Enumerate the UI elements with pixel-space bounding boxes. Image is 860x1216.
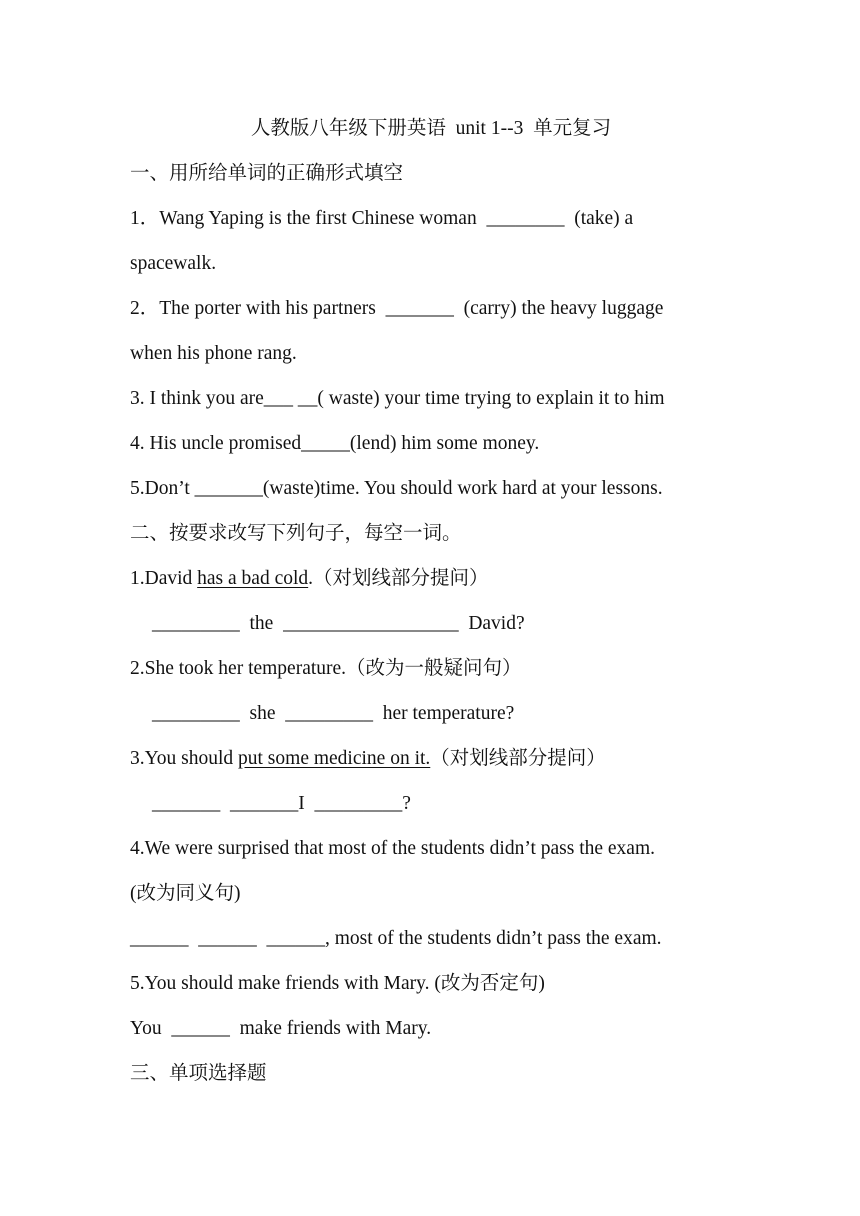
page-title: 人教版八年级下册英语 unit 1--3 单元复习 — [250, 118, 612, 139]
s2-q1-suffix: .（对划线部分提问） — [308, 568, 489, 589]
s2-question-3 — [130, 736, 740, 781]
s2-question-4-answer-blanks: ______ ______ ______, most of the students didn’t pass the exam. — [130, 928, 662, 949]
s1-question-1-line-2: spacewalk. — [130, 253, 217, 274]
s2-question-4-line-1: 4.We were surprised that most of the students didn’t pass the exam. — [130, 838, 656, 859]
section-1-heading: 一、用所给单词的正确形式填空 — [130, 163, 404, 184]
s2-q3-underlined-part: put some medicine on it. — [238, 748, 431, 769]
section-3-heading: 三、单项选择题 — [130, 1063, 267, 1084]
s2-q3-prefix: 3.You should — [130, 748, 239, 769]
s1-question-3: 3. I think you are___ __( waste) your time trying to explain it to him — [130, 388, 665, 409]
s2-question-1-answer-blanks: _________ the __________________ David? — [152, 613, 525, 634]
s1-question-2-line-2: when his phone rang. — [130, 343, 297, 364]
s1-question-2-line-1: 2．The porter with his partners _______ (carry) the heavy luggage — [130, 298, 664, 319]
s2-q1-underlined-part: has a bad cold — [197, 568, 309, 589]
s1-question-5: 5.Don’t _______(waste)time. You should work hard at your lessons. — [130, 478, 663, 499]
s2-question-2: 2.She took her temperature.（改为一般疑问句） — [130, 658, 522, 679]
s2-question-5-answer-blanks: You ______ make friends with Mary. — [130, 1018, 432, 1039]
s2-q3-suffix: （对划线部分提问） — [430, 748, 606, 769]
s2-question-4-line-2: (改为同义句) — [130, 883, 241, 904]
s2-question-3-answer-blanks: _______ _______I _________? — [152, 793, 411, 814]
s1-question-1-line-1: 1．Wang Yaping is the first Chinese woman ________ (take) a — [130, 208, 634, 229]
s2-question-2-answer-blanks: _________ she _________ her temperature? — [152, 703, 515, 724]
s2-question-1 — [130, 556, 740, 601]
s1-question-4: 4. His uncle promised_____(lend) him some money. — [130, 433, 540, 454]
s2-question-5: 5.You should make friends with Mary. (改为否定句) — [130, 973, 545, 994]
s2-q1-prefix: 1.David — [130, 568, 198, 589]
section-2-heading: 二、按要求改写下列句子，每空一词。 — [130, 523, 462, 544]
